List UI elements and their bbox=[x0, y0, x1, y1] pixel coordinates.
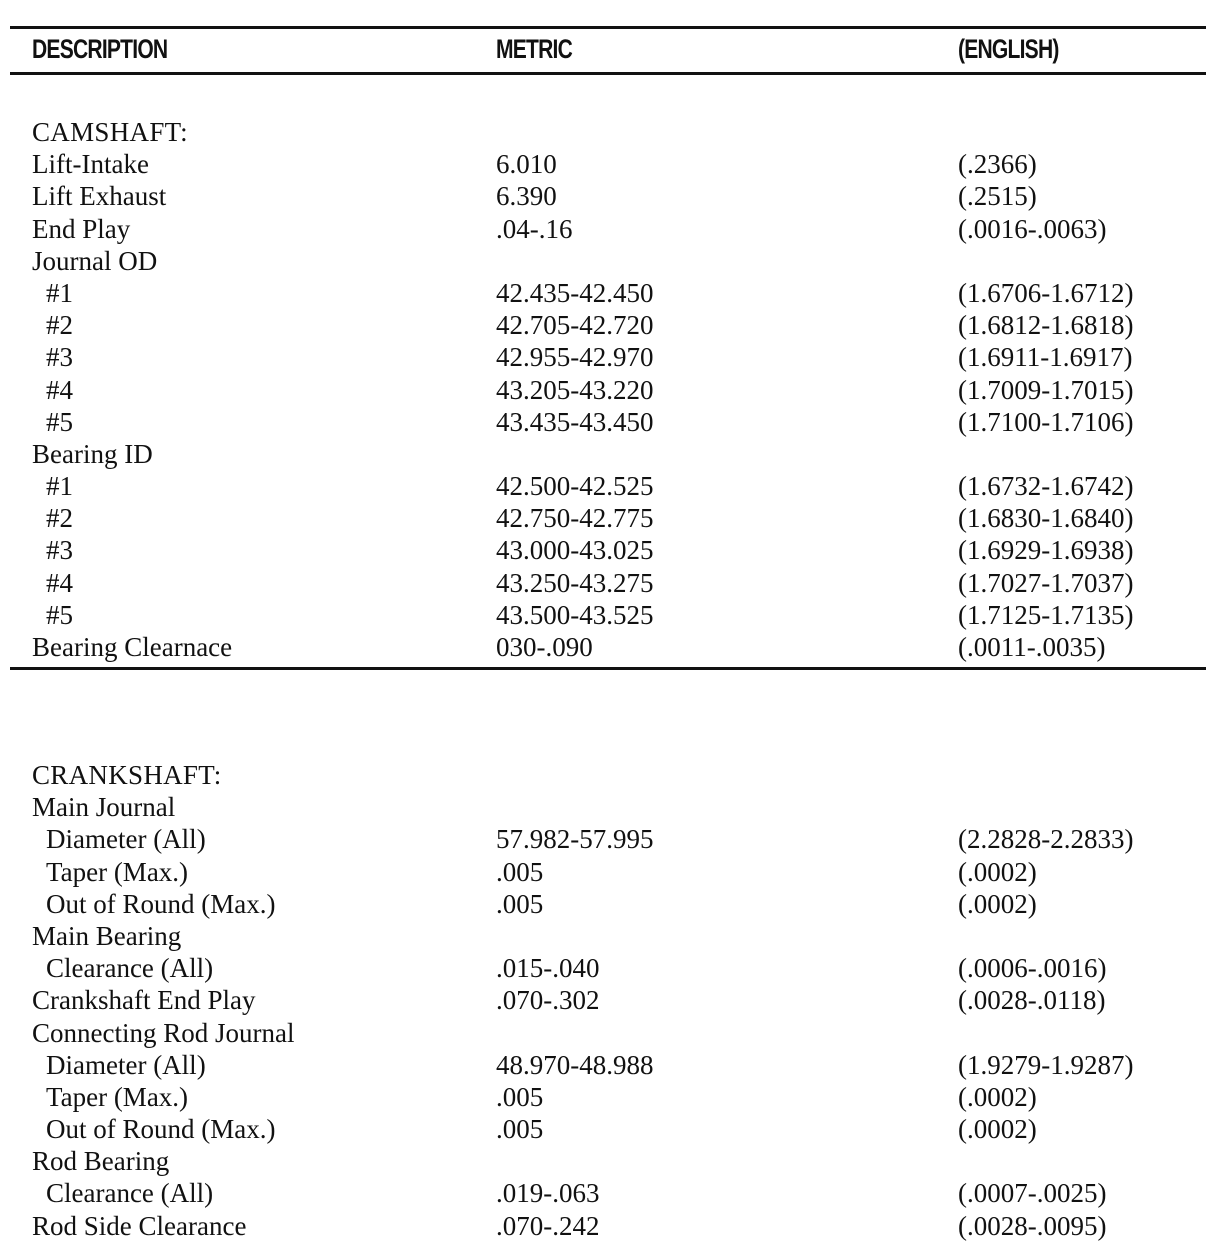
spec-row bbox=[0, 470, 1216, 502]
spec-english-value: (.0028-.0095) bbox=[958, 1210, 1107, 1241]
spec-description: #3 bbox=[46, 342, 73, 373]
spec-metric-value: .070-.302 bbox=[496, 985, 600, 1016]
spec-metric-value: 43.250-43.275 bbox=[496, 567, 654, 598]
spec-english-value: (.0016-.0063) bbox=[958, 213, 1107, 244]
spec-description: #4 bbox=[46, 374, 73, 405]
header-bottom-rule bbox=[10, 72, 1206, 75]
spec-description: Main Bearing bbox=[32, 920, 182, 951]
spec-metric-value: .070-.242 bbox=[496, 1210, 600, 1241]
spec-row bbox=[0, 920, 1216, 952]
spec-row bbox=[0, 856, 1216, 888]
spec-description: Clearance (All) bbox=[46, 1178, 214, 1209]
table-header bbox=[0, 30, 1216, 72]
spec-english-value: (.0006-.0016) bbox=[958, 953, 1107, 984]
spec-metric-value: .005 bbox=[496, 856, 544, 887]
spec-description: #4 bbox=[46, 567, 73, 598]
spec-metric-value: 57.982-57.995 bbox=[496, 824, 654, 855]
camshaft-rows bbox=[0, 148, 1216, 663]
spec-row bbox=[0, 888, 1216, 920]
section-title-row bbox=[0, 116, 1216, 148]
spec-row bbox=[0, 502, 1216, 534]
spec-description: #2 bbox=[46, 503, 73, 534]
spec-english-value: (.0011-.0035) bbox=[958, 632, 1106, 662]
spec-row bbox=[0, 1113, 1216, 1145]
spec-english-value: (1.6812-1.6818) bbox=[958, 310, 1134, 341]
spec-description: End Play bbox=[32, 213, 131, 244]
spec-row bbox=[0, 599, 1216, 631]
spec-metric-value: 43.000-43.025 bbox=[496, 535, 654, 566]
spec-row bbox=[0, 309, 1216, 341]
spec-row bbox=[0, 213, 1216, 245]
spec-metric-value: 48.970-48.988 bbox=[496, 1049, 654, 1080]
spec-english-value: (.0002) bbox=[958, 1081, 1037, 1112]
spec-description: #1 bbox=[46, 277, 73, 308]
spec-description: Crankshaft End Play bbox=[32, 985, 256, 1016]
spec-english-value: (.0007-.0025) bbox=[958, 1178, 1107, 1209]
spec-description: Diameter (All) bbox=[46, 824, 206, 855]
spec-english-value: (.0002) bbox=[958, 888, 1037, 919]
spec-row bbox=[0, 180, 1216, 212]
spec-english-value: (1.7027-1.7037) bbox=[958, 567, 1134, 598]
spec-row bbox=[0, 1145, 1216, 1177]
section-title: CRANKSHAFT: bbox=[32, 760, 222, 790]
spec-english-value: (1.6911-1.6917) bbox=[958, 342, 1133, 373]
section-divider-rule bbox=[10, 667, 1206, 670]
spec-english-value: (2.2828-2.2833) bbox=[958, 824, 1134, 855]
spec-description: #3 bbox=[46, 535, 73, 566]
section-title-row bbox=[0, 759, 1216, 791]
spec-row bbox=[0, 341, 1216, 373]
spec-row bbox=[0, 438, 1216, 470]
spec-metric-value: 42.955-42.970 bbox=[496, 342, 654, 373]
spec-metric-value: .04-.16 bbox=[496, 213, 573, 244]
spec-row bbox=[0, 952, 1216, 984]
spec-description: Lift-Intake bbox=[32, 149, 149, 180]
crankshaft-rows bbox=[0, 791, 1216, 1242]
column-header-metric: METRIC bbox=[496, 34, 573, 64]
spec-english-value: (.2366) bbox=[958, 149, 1037, 180]
spec-description: Out of Round (Max.) bbox=[46, 1114, 276, 1145]
column-header-description: DESCRIPTION bbox=[32, 34, 168, 64]
crankshaft-section bbox=[0, 759, 1216, 1242]
spec-description: Journal OD bbox=[32, 245, 158, 276]
camshaft-section bbox=[0, 116, 1216, 663]
spec-row bbox=[0, 1177, 1216, 1209]
spec-english-value: (1.6706-1.6712) bbox=[958, 277, 1134, 308]
spec-description: Bearing Clearnace bbox=[32, 632, 233, 662]
spec-row bbox=[0, 406, 1216, 438]
spec-row bbox=[0, 791, 1216, 823]
spec-metric-value: 43.435-43.450 bbox=[496, 406, 654, 437]
spec-english-value: (1.7125-1.7135) bbox=[958, 599, 1134, 630]
spec-description: Bearing ID bbox=[32, 438, 153, 469]
spec-metric-value: .015-.040 bbox=[496, 953, 600, 984]
spec-row bbox=[0, 567, 1216, 599]
spec-description: Diameter (All) bbox=[46, 1049, 206, 1080]
spec-metric-value: .005 bbox=[496, 888, 544, 919]
spec-metric-value: .005 bbox=[496, 1081, 544, 1112]
section-title: CAMSHAFT: bbox=[32, 117, 188, 147]
spec-row bbox=[0, 374, 1216, 406]
spec-english-value: (1.9279-1.9287) bbox=[958, 1049, 1134, 1080]
spec-description: Clearance (All) bbox=[46, 953, 214, 984]
spec-metric-value: .019-.063 bbox=[496, 1178, 600, 1209]
spec-english-value: (1.7009-1.7015) bbox=[958, 374, 1134, 405]
spec-description: #2 bbox=[46, 310, 73, 341]
spec-row bbox=[0, 277, 1216, 309]
table-top-rule bbox=[10, 26, 1206, 29]
spec-description: Taper (Max.) bbox=[46, 856, 189, 887]
spec-english-value: (1.7100-1.7106) bbox=[958, 406, 1134, 437]
spec-row bbox=[0, 148, 1216, 180]
spec-row bbox=[0, 1017, 1216, 1049]
spec-row bbox=[0, 1081, 1216, 1113]
spec-metric-value: 42.435-42.450 bbox=[496, 277, 654, 308]
spec-metric-value: 42.500-42.525 bbox=[496, 471, 654, 502]
spec-description: Rod Side Clearance bbox=[32, 1210, 247, 1241]
spec-description: #5 bbox=[46, 599, 73, 630]
spec-metric-value: 42.705-42.720 bbox=[496, 310, 654, 341]
spec-english-value: (.0002) bbox=[958, 856, 1037, 887]
spec-metric-value: 030-.090 bbox=[496, 632, 593, 662]
spec-row bbox=[0, 245, 1216, 277]
spec-metric-value: 43.205-43.220 bbox=[496, 374, 654, 405]
spec-row bbox=[0, 984, 1216, 1016]
spec-metric-value: 42.750-42.775 bbox=[496, 503, 654, 534]
spec-metric-value: 6.390 bbox=[496, 181, 557, 212]
spec-description: Out of Round (Max.) bbox=[46, 888, 276, 919]
spec-metric-value: 6.010 bbox=[496, 149, 557, 180]
spec-metric-value: .005 bbox=[496, 1114, 544, 1145]
spec-row bbox=[0, 823, 1216, 855]
spec-english-value: (1.6830-1.6840) bbox=[958, 503, 1134, 534]
spec-description: #5 bbox=[46, 406, 73, 437]
spec-row bbox=[0, 631, 1216, 663]
spec-english-value: (1.6929-1.6938) bbox=[958, 535, 1134, 566]
spec-description: Lift Exhaust bbox=[32, 181, 167, 212]
column-header-english: (ENGLISH) bbox=[958, 34, 1059, 64]
spec-description: #1 bbox=[46, 471, 73, 502]
spec-description: Rod Bearing bbox=[32, 1146, 170, 1177]
spec-description: Connecting Rod Journal bbox=[32, 1017, 295, 1048]
spec-row bbox=[0, 1049, 1216, 1081]
spec-english-value: (.0002) bbox=[958, 1114, 1037, 1145]
spec-english-value: (.2515) bbox=[958, 181, 1037, 212]
spec-description: Main Journal bbox=[32, 792, 176, 823]
spec-metric-value: 43.500-43.525 bbox=[496, 599, 654, 630]
spec-english-value: (.0028-.0118) bbox=[958, 985, 1106, 1016]
spec-row bbox=[0, 1210, 1216, 1242]
spec-row bbox=[0, 534, 1216, 566]
spec-english-value: (1.6732-1.6742) bbox=[958, 471, 1134, 502]
spec-description: Taper (Max.) bbox=[46, 1081, 189, 1112]
